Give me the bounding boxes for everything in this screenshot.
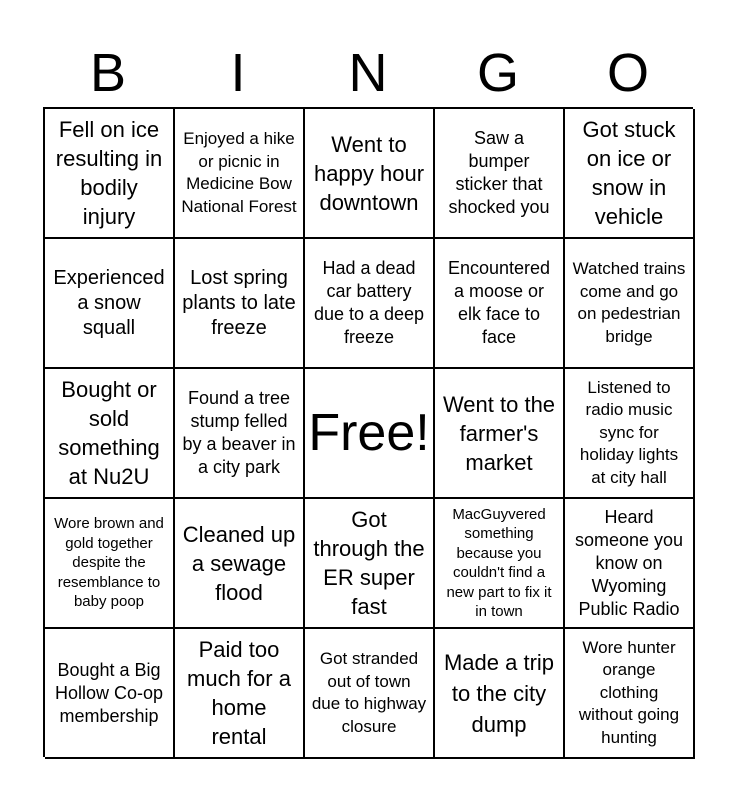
bingo-cell-text: Listened to radio music sync for holiday lights at city hall: [579, 377, 679, 487]
bingo-cell-text: Enjoyed a hike or picnic in Medicine Bow National Forest: [181, 129, 297, 216]
bingo-cell-text: Bought a Big Hollow Co-op membership: [54, 659, 164, 726]
bingo-cell-text: Wore hunter orange clothing without going hunting: [578, 637, 680, 747]
bingo-cell[interactable]: [175, 499, 305, 629]
bingo-cell[interactable]: [565, 369, 695, 499]
bingo-cell[interactable]: [175, 109, 305, 239]
bingo-cell[interactable]: [435, 239, 565, 369]
bingo-cell[interactable]: [305, 239, 435, 369]
bingo-header: [43, 40, 693, 106]
bingo-cell-text: Got stranded out of town due to highway closure: [311, 649, 427, 736]
header-letter-o: O: [606, 43, 649, 103]
bingo-cell[interactable]: [305, 629, 435, 759]
bingo-cell[interactable]: [565, 239, 695, 369]
bingo-cell-text: Experienced a snow squall: [53, 266, 165, 339]
bingo-cell-text: Made a trip to the city dump: [443, 649, 555, 737]
bingo-cell-text: Heard someone you know on Wyoming Public Radio: [574, 506, 684, 619]
header-letter-n: N: [348, 43, 388, 103]
bingo-cell-text: Had a dead car battery due to a deep freeze: [313, 258, 425, 347]
bingo-cell[interactable]: [565, 109, 695, 239]
bingo-cell[interactable]: [435, 109, 565, 239]
bingo-cell-text: Got stuck on ice or snow in vehicle: [582, 117, 676, 229]
bingo-cell[interactable]: [45, 499, 175, 629]
bingo-cell-text: Wore brown and gold together despite the resemblance to baby poop: [54, 515, 164, 611]
bingo-cell-text: Cleaned up a sewage flood: [182, 521, 296, 605]
bingo-cell[interactable]: [435, 369, 565, 499]
bingo-board: [43, 107, 693, 757]
bingo-cell[interactable]: [45, 109, 175, 239]
bingo-cell-text: Went to happy hour downtown: [313, 131, 425, 215]
bingo-cell[interactable]: [305, 499, 435, 629]
bingo-cell-text: Bought or sold something at Nu2U: [58, 377, 160, 489]
bingo-cell-text: Lost spring plants to late freeze: [182, 266, 296, 339]
bingo-cell[interactable]: [175, 369, 305, 499]
bingo-cell[interactable]: [565, 499, 695, 629]
bingo-free-text: Free!: [308, 404, 430, 462]
bingo-cell-text: Encountered a moose or elk face to face: [447, 258, 551, 347]
header-letter-i: I: [230, 43, 246, 103]
bingo-cell[interactable]: [175, 629, 305, 759]
bingo-cell-text: Paid too much for a home rental: [187, 637, 291, 749]
bingo-cell-text: MacGuyvered something because you couldn't find a new part to fix it in town: [446, 505, 552, 620]
bingo-cell-text: Watched trains come and go on pedestrian bridge: [572, 259, 686, 346]
bingo-cell[interactable]: [565, 629, 695, 759]
bingo-cell[interactable]: [45, 369, 175, 499]
bingo-cell[interactable]: [45, 239, 175, 369]
bingo-cell[interactable]: [305, 109, 435, 239]
bingo-free-cell[interactable]: [305, 369, 435, 499]
bingo-cell-text: Fell on ice resulting in bodily injury: [55, 117, 163, 229]
bingo-cell[interactable]: [435, 629, 565, 759]
bingo-cell[interactable]: [435, 499, 565, 629]
bingo-cell-text: Saw a bumper sticker that shocked you: [448, 128, 550, 217]
header-letter-g: G: [476, 43, 519, 103]
bingo-cell[interactable]: [175, 239, 305, 369]
bingo-cell-text: Went to the farmer's market: [442, 391, 556, 475]
bingo-cell-text: Found a tree stump felled by a beaver in a city park: [182, 388, 296, 477]
header-letter-b: B: [89, 43, 127, 103]
bingo-cell-text: Got through the ER super fast: [313, 507, 425, 619]
bingo-cell[interactable]: [45, 629, 175, 759]
